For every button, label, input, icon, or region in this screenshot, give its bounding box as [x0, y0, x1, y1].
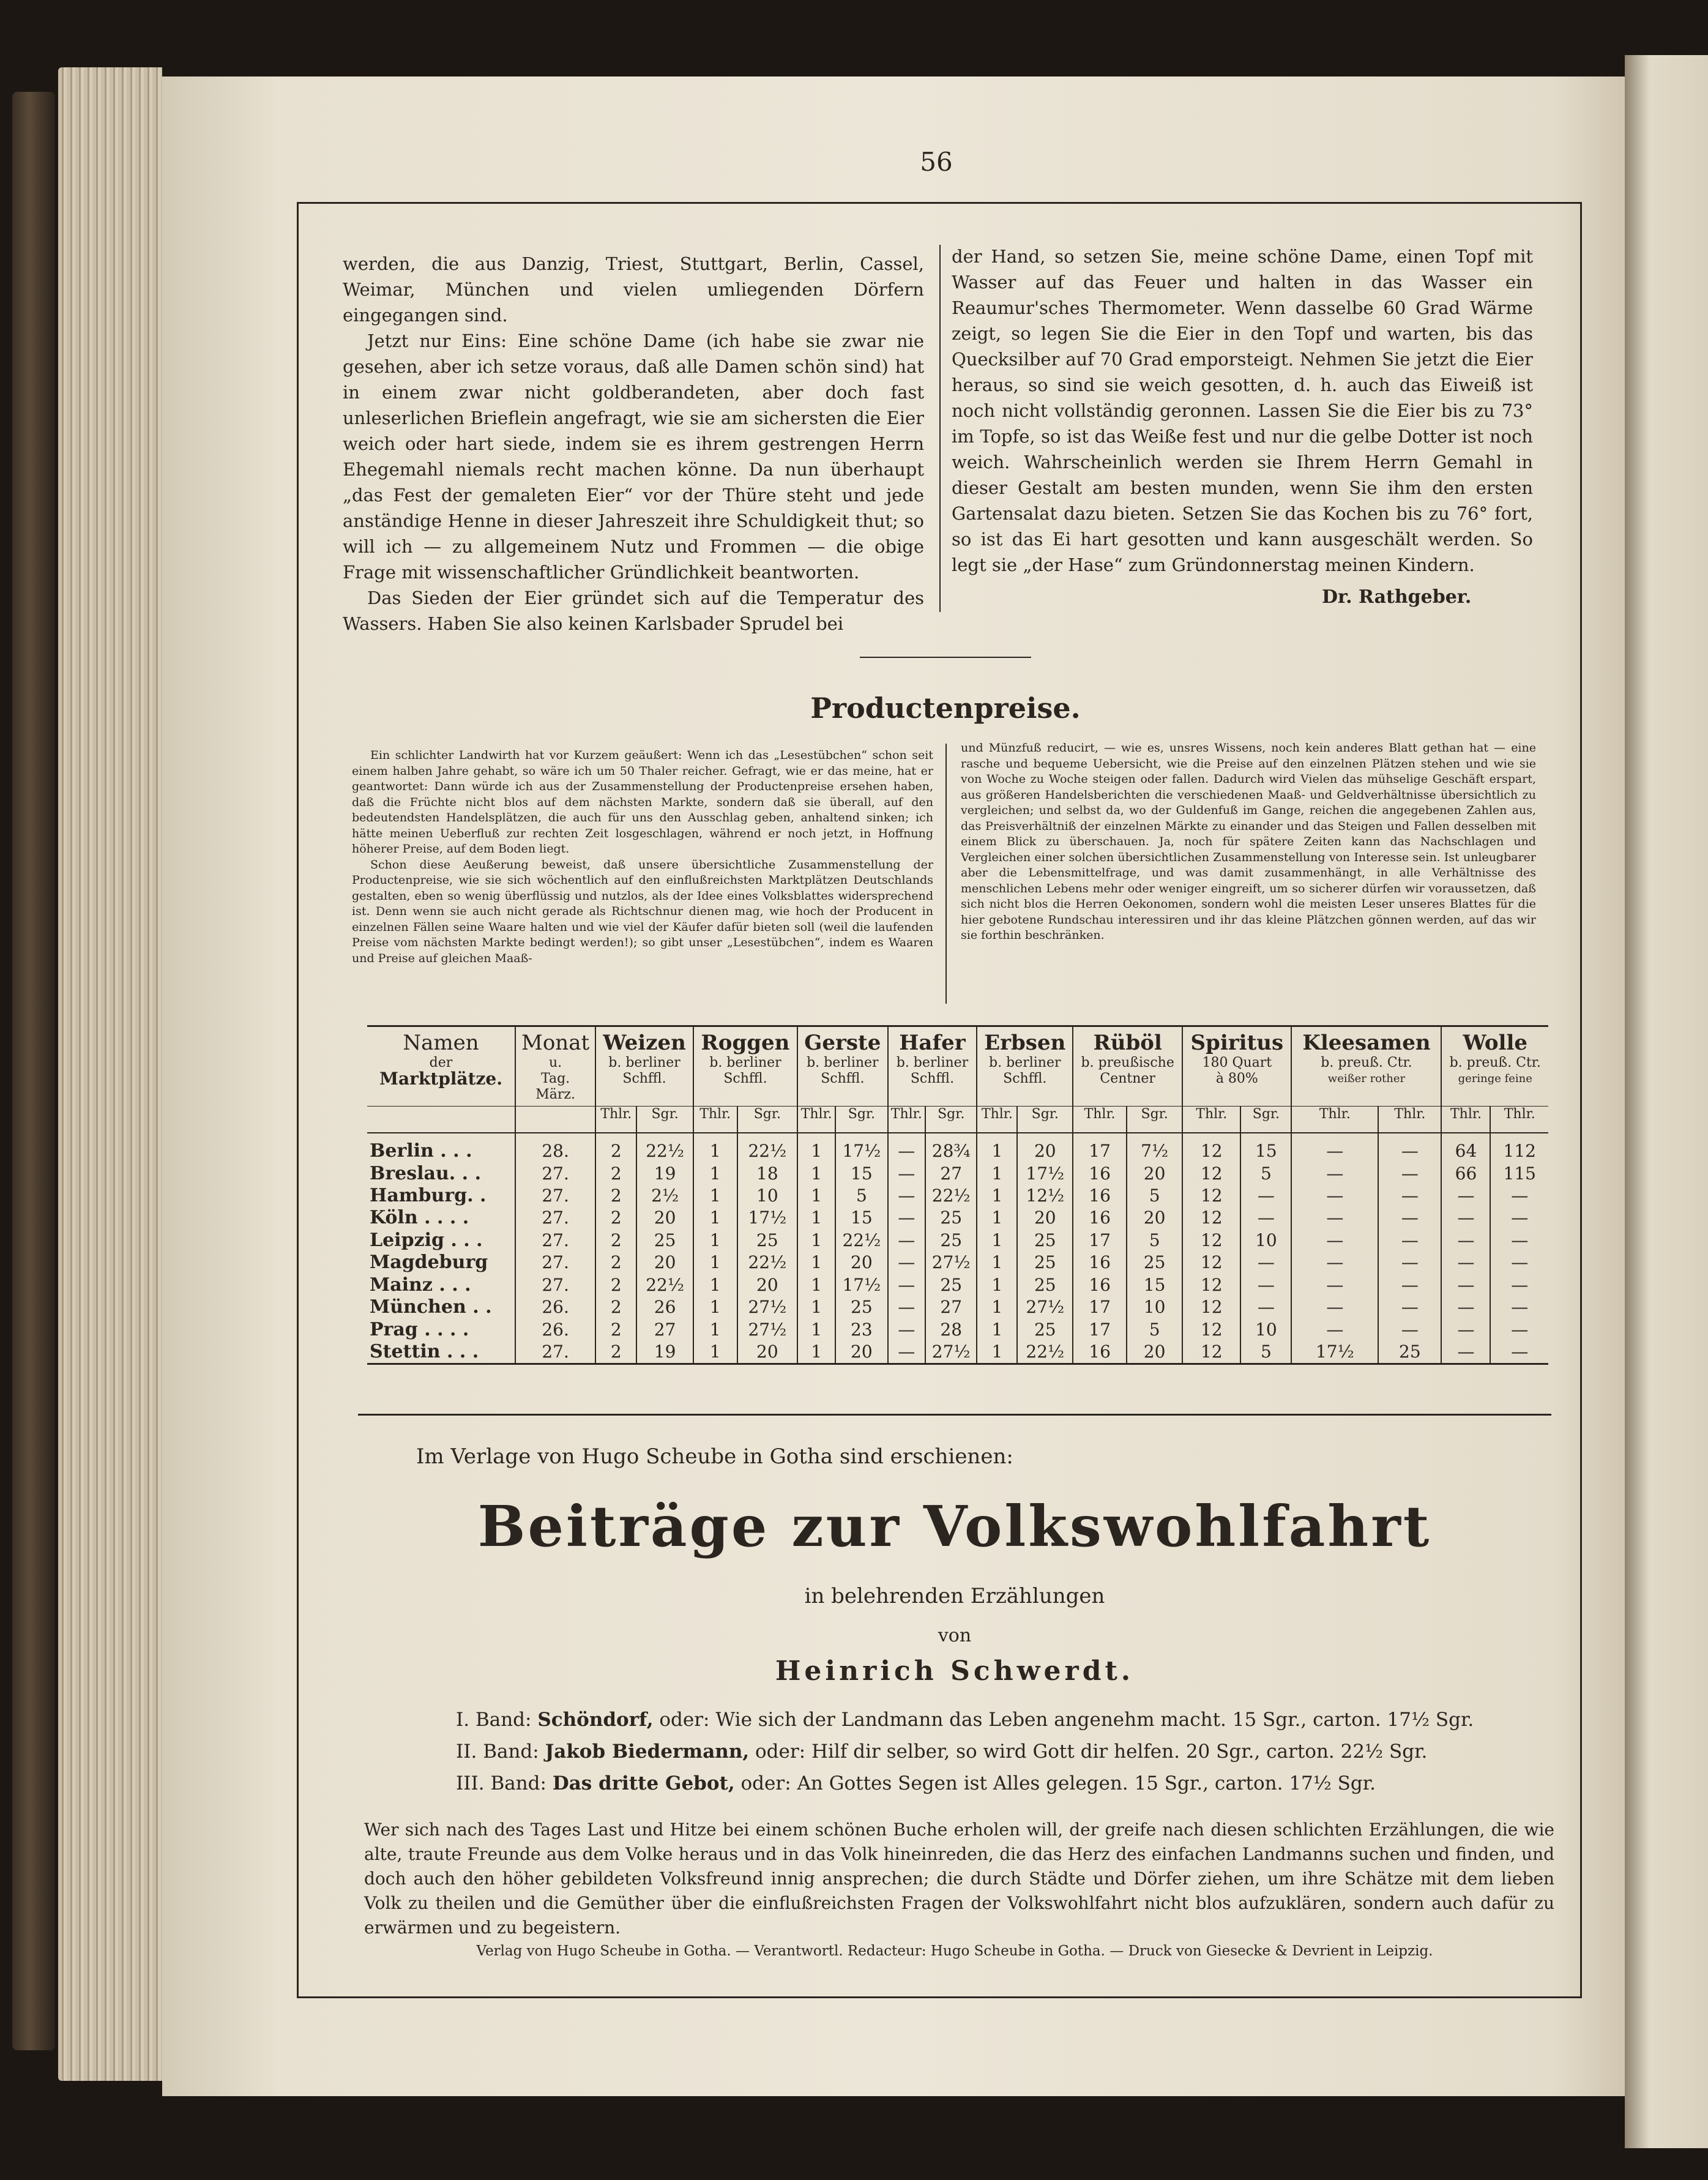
advert-von: von: [938, 1625, 972, 1646]
price-cell: —: [1490, 1229, 1548, 1251]
price-cell: 15: [1127, 1274, 1182, 1296]
price-cell: 25: [636, 1229, 693, 1251]
market-name-cell: Stettin . . .: [367, 1340, 515, 1364]
price-cell: 17½: [1291, 1340, 1378, 1364]
price-cell: —: [1291, 1184, 1378, 1206]
price-cell: 16: [1073, 1252, 1127, 1274]
price-cell: —: [1291, 1229, 1378, 1251]
advert-blurb: Wer sich nach des Tages Last und Hitze bei einem schönen Buche erholen will, der greife nach diesen schlichten Erzählungen, die wie alte, traute Freunde aus dem Volke heraus und in das Volk hineinreden, die das Herz des einfachen Landmanns suchen und finden, und doch auch den höher gebildeten Volksfreund innig ansprechen; die durch Städte und Dörfer ziehen, um ihre Schätze mit dem lieben Volk zu theilen und die Gemüther über die einflußreichsten Fragen der Volkswohlfahrt nicht blos aufzuklären, sondern auch dafür zu erwärmen und zu begeistern.: [364, 1820, 1554, 1938]
price-cell: —: [1378, 1162, 1441, 1184]
header-cell: Spiritus 180 Quart à 80%: [1182, 1026, 1291, 1107]
volume-line: [456, 1772, 1496, 1794]
article-paragraph: Das Sieden der Eier gründet sich auf die Temperatur des Wassers. Haben Sie also keinen Karlsbader Sprudel bei: [343, 588, 924, 634]
table-row: [367, 1162, 1548, 1184]
volume-title: Das dritte Gebot,: [552, 1772, 735, 1794]
price-cell: 26: [636, 1296, 693, 1318]
column-divider: [945, 744, 947, 1004]
price-cell: 20: [835, 1252, 887, 1274]
intro-paragraph: Schon diese Aeußerung beweist, daß unsere übersichtliche Zusammenstellung der Productenpreise, wie sie sich wöchentlich auf den einflußreichsten Marktplätzen Deutschlands gestalten, eben so wenig überflüssig und nutzlos, als der Idee eines Volksblattes widersprechend ist. Denn wenn sie auch nicht gerade als Richtschnur dienen mag, wie hoch der Producent in einzelnen Fällen seine Waare halten und wie viel der Käufer dafür bieten soll (weil die laufenden Preise vom nächsten Markte bedingt werden!); so gibt unser „Lesestübchen“, indem es Waaren und Preise auf gleichen Maaß-: [352, 857, 933, 965]
price-cell: 22½: [925, 1184, 977, 1206]
price-cell: 1: [797, 1184, 835, 1206]
volume-rest: oder: An Gottes Segen ist Alles gelegen. 15 Sgr., carton. 17½ Sgr.: [740, 1772, 1376, 1794]
price-cell: —: [1490, 1274, 1548, 1296]
price-cell: 15: [1240, 1133, 1291, 1162]
price-cell: 18: [737, 1162, 798, 1184]
price-cell: 1: [693, 1229, 737, 1251]
header-cell: Kleesamen b. preuß. Ctr. weißer rother: [1291, 1026, 1441, 1107]
price-cell: 22½: [737, 1133, 798, 1162]
market-name-cell: Magdeburg: [370, 1252, 488, 1274]
volume-band: III. Band:: [456, 1772, 546, 1794]
price-cell: 20: [737, 1274, 798, 1296]
price-cell: —: [1441, 1184, 1490, 1206]
price-cell: 15: [835, 1162, 887, 1184]
unit-cell: Thlr.: [1073, 1107, 1127, 1133]
unit-cell: Sgr.: [636, 1107, 693, 1133]
price-cell: —: [1441, 1274, 1490, 1296]
article-paragraph: der Hand, so setzen Sie, meine schöne Dame, einen Topf mit Wasser auf das Feuer und halten in das Wasser ein Reaumur'sches Thermometer. Wenn dasselbe 60 Grad Wärme zeigt, so legen Sie die Eier in den Topf und warten, bis das Quecksilber auf 70 Grad emporsteigt. Nehmen Sie jetzt die Eier heraus, so sind sie weich gesotten, d. h. auch das Eiweiß ist noch nicht vollständig geronnen. Lassen Sie die Eier bis zu 73° im Topfe, so ist das Weiße fest und nur die gelbe Dotter ist noch weich. Wahrscheinlich werden sie Ihrem Herrn Gemahl in dieser Gestalt am besten munden, wenn Sie ihm den ersten Gartensalat dazu bieten. Setzen Sie das Kochen bis zu 76° fort, so ist das Ei hart gesotten und kann ausgeschält werden. So legt sie „der Hase“ zum Gründonnerstag meinen Kindern.: [952, 246, 1533, 575]
table-row: [367, 1133, 1548, 1162]
table-row: [367, 1318, 1548, 1340]
price-cell: —: [888, 1133, 925, 1162]
header-cell: Roggen b. berliner Schffl.: [693, 1026, 797, 1107]
price-cell: 22½: [1017, 1340, 1073, 1364]
price-cell: —: [1441, 1296, 1490, 1318]
price-cell: 27.: [515, 1229, 595, 1251]
price-cell: 17½: [1017, 1162, 1073, 1184]
price-cell: 64: [1441, 1133, 1490, 1162]
price-cell: —: [1291, 1296, 1378, 1318]
price-cell: 25: [1017, 1229, 1073, 1251]
price-cell: 1: [977, 1318, 1017, 1340]
price-cell: 25: [1127, 1252, 1182, 1274]
section-divider: [358, 1414, 1551, 1416]
volume-rest: oder: Wie sich der Landmann das Leben angenehm macht. 15 Sgr., carton. 17½ Sgr.: [659, 1709, 1474, 1731]
price-cell: 16: [1073, 1162, 1127, 1184]
market-name-cell: Hamburg. .: [370, 1185, 487, 1207]
unit-cell: [367, 1107, 515, 1133]
price-cell: —: [1378, 1296, 1441, 1318]
market-name-cell: Mainz . . .: [370, 1274, 471, 1296]
table-row: [367, 1296, 1548, 1318]
price-cell: 115: [1490, 1162, 1548, 1184]
price-cell: 27.: [515, 1252, 595, 1274]
price-cell: —: [1490, 1252, 1548, 1274]
facing-page-edge: [1625, 55, 1708, 2148]
price-cell: 20: [737, 1340, 798, 1364]
header-cell: Erbsen b. berliner Schffl.: [977, 1026, 1073, 1107]
price-cell: 5: [1127, 1229, 1182, 1251]
header-cell: Wolle b. preuß. Ctr. geringe feine: [1441, 1026, 1548, 1107]
unit-cell: Sgr.: [737, 1107, 798, 1133]
unit-cell: Thlr.: [888, 1107, 925, 1133]
table-body: [367, 1133, 1548, 1364]
header-cell: Hafer b. berliner Schffl.: [888, 1026, 977, 1107]
price-cell: 2: [595, 1207, 636, 1229]
volume-band: I. Band:: [456, 1709, 532, 1731]
price-cell: 20: [835, 1340, 887, 1364]
price-cell: —: [1378, 1318, 1441, 1340]
price-cell: 25: [1017, 1318, 1073, 1340]
price-cell: —: [1490, 1207, 1548, 1229]
advert-subtitle: in belehrenden Erzählungen: [804, 1584, 1105, 1608]
price-cell: 27: [636, 1318, 693, 1340]
price-cell: 12: [1182, 1229, 1240, 1251]
price-cell: 1: [797, 1318, 835, 1340]
header-cell: Weizen b. berliner Schffl.: [595, 1026, 693, 1107]
imprint-footer: Verlag von Hugo Scheube in Gotha. — Verantwortl. Redacteur: Hugo Scheube in Gotha. — Druck von Giesecke & Devrient in Leipzig.: [476, 1943, 1433, 1959]
price-cell: —: [1441, 1252, 1490, 1274]
price-cell: 1: [977, 1162, 1017, 1184]
price-cell: 1: [977, 1340, 1017, 1364]
price-cell: 15: [835, 1207, 887, 1229]
price-cell: —: [888, 1207, 925, 1229]
market-name-cell: Leipzig . . .: [370, 1229, 483, 1251]
price-cell: 2: [595, 1184, 636, 1206]
price-cell: —: [1378, 1207, 1441, 1229]
unit-cell: Thlr.: [595, 1107, 636, 1133]
page-edges: [58, 67, 162, 2081]
price-cell: —: [1490, 1318, 1548, 1340]
price-cell: 12: [1182, 1133, 1240, 1162]
price-cell: 22½: [636, 1133, 693, 1162]
price-cell: 12: [1182, 1184, 1240, 1206]
price-cell: 1: [977, 1252, 1017, 1274]
price-cell: —: [1378, 1229, 1441, 1251]
price-cell: 22½: [737, 1252, 798, 1274]
price-cell: 1: [977, 1296, 1017, 1318]
market-name-cell: Köln . . . .: [370, 1207, 469, 1229]
market-name-cell: Prag . . . .: [370, 1318, 469, 1340]
advert-intro: Im Verlage von Hugo Scheube in Gotha sind erschienen:: [416, 1444, 1013, 1469]
price-cell: —: [1441, 1207, 1490, 1229]
price-cell: 1: [797, 1207, 835, 1229]
unit-cell: Thlr.: [693, 1107, 737, 1133]
price-cell: 26.: [515, 1318, 595, 1340]
price-cell: 27.: [515, 1207, 595, 1229]
table-row: [367, 1340, 1548, 1364]
price-cell: 12: [1182, 1274, 1240, 1296]
price-cell: —: [888, 1318, 925, 1340]
advert-author: Heinrich Schwerdt.: [775, 1656, 1135, 1687]
price-cell: 27.: [515, 1162, 595, 1184]
price-cell: 27½: [1017, 1296, 1073, 1318]
article-paragraph: werden, die aus Danzig, Triest, Stuttgart, Berlin, Cassel, Weimar, München und vielen umliegenden Dörfern eingegangen sind.: [343, 253, 924, 326]
column-divider: [939, 245, 941, 612]
price-cell: 20: [1017, 1133, 1073, 1162]
table-row: [367, 1184, 1548, 1206]
price-table: [367, 1025, 1548, 1365]
price-cell: —: [1291, 1252, 1378, 1274]
table-header-row: [367, 1026, 1548, 1107]
page-number: 56: [920, 147, 953, 177]
unit-cell: Sgr.: [1017, 1107, 1073, 1133]
market-name-cell: Berlin . . .: [370, 1140, 472, 1162]
price-cell: —: [1490, 1296, 1548, 1318]
volume-line: [456, 1709, 1496, 1731]
price-cell: 25: [925, 1229, 977, 1251]
price-cell: 16: [1073, 1340, 1127, 1364]
price-cell: 7½: [1127, 1133, 1182, 1162]
price-cell: 1: [693, 1296, 737, 1318]
price-cell: 12: [1182, 1318, 1240, 1340]
price-cell: 27.: [515, 1340, 595, 1364]
price-cell: 12: [1182, 1340, 1240, 1364]
price-cell: —: [1240, 1207, 1291, 1229]
unit-cell: Thlr.: [1378, 1107, 1441, 1133]
price-cell: 2: [595, 1318, 636, 1340]
unit-cell: Thlr.: [1490, 1107, 1548, 1133]
price-cell: 2: [595, 1340, 636, 1364]
price-cell: 16: [1073, 1274, 1127, 1296]
advert-title: Beiträge zur Volkswohlfahrt: [477, 1493, 1432, 1559]
price-cell: 10: [1240, 1318, 1291, 1340]
price-cell: 16: [1073, 1184, 1127, 1206]
price-cell: 12: [1182, 1252, 1240, 1274]
price-cell: 2: [595, 1162, 636, 1184]
price-cell: 27.: [515, 1274, 595, 1296]
price-cell: 25: [925, 1274, 977, 1296]
price-cell: 1: [797, 1274, 835, 1296]
unit-cell: Thlr.: [797, 1107, 835, 1133]
price-cell: 25: [925, 1207, 977, 1229]
unit-cell: Thlr.: [1291, 1107, 1378, 1133]
table-row: [367, 1229, 1548, 1251]
price-cell: —: [888, 1229, 925, 1251]
price-cell: 19: [636, 1340, 693, 1364]
price-cell: 17: [1073, 1229, 1127, 1251]
price-cell: —: [888, 1340, 925, 1364]
prices-intro-left: [352, 748, 933, 966]
table-row: [367, 1274, 1548, 1296]
price-cell: 10: [1240, 1229, 1291, 1251]
intro-paragraph: Ein schlichter Landwirth hat vor Kurzem geäußert: Wenn ich das „Lesestübchen“ schon seit einem halben Jahre gehabt, so wäre ich um 50 Thaler reicher. Gefragt, wie er das meine, hat er geantwortet: Dann würde ich aus der Zusammenstellung der Productenpreise ersehen haben, daß die Früchte nicht blos auf dem nächsten Markte, sondern daß sie überall, auf den bedeutendsten Handelsplätzen, die auch für uns den Ausschlag geben, anhaltend sinken; ich hätte meinen Ueberfluß zur rechten Zeit losgeschlagen, während er noch jetzt, in Hoffnung höherer Preise, auf dem Boden liegt.: [352, 748, 933, 856]
unit-cell: Sgr.: [1127, 1107, 1182, 1133]
price-cell: —: [1378, 1252, 1441, 1274]
price-cell: —: [1378, 1274, 1441, 1296]
price-cell: 17½: [835, 1274, 887, 1296]
price-cell: 10: [737, 1184, 798, 1206]
market-name-cell: Breslau. . .: [370, 1162, 482, 1184]
price-cell: 27: [925, 1162, 977, 1184]
price-cell: —: [1378, 1184, 1441, 1206]
unit-cell: [515, 1107, 595, 1133]
price-cell: 28.: [515, 1133, 595, 1162]
price-cell: —: [1441, 1229, 1490, 1251]
price-cell: 25: [737, 1229, 798, 1251]
unit-cell: Sgr.: [1240, 1107, 1291, 1133]
price-cell: —: [1240, 1274, 1291, 1296]
price-cell: 25: [835, 1296, 887, 1318]
unit-cell: Sgr.: [835, 1107, 887, 1133]
price-cell: 28: [925, 1318, 977, 1340]
price-cell: 1: [797, 1229, 835, 1251]
price-cell: 2: [595, 1252, 636, 1274]
price-cell: 16: [1073, 1207, 1127, 1229]
price-cell: —: [888, 1252, 925, 1274]
price-cell: 20: [1017, 1207, 1073, 1229]
unit-cell: Sgr.: [925, 1107, 977, 1133]
price-cell: —: [888, 1274, 925, 1296]
price-cell: —: [888, 1184, 925, 1206]
price-cell: 5: [1240, 1162, 1291, 1184]
price-cell: 25: [1378, 1340, 1441, 1364]
price-cell: 27: [925, 1296, 977, 1318]
article-column-right: [952, 244, 1533, 578]
table-units-row: [367, 1107, 1548, 1133]
market-name-cell: München . .: [370, 1296, 492, 1318]
price-cell: 1: [797, 1133, 835, 1162]
unit-cell: Thlr.: [1441, 1107, 1490, 1133]
price-cell: —: [1441, 1340, 1490, 1364]
volume-title: Schöndorf,: [537, 1709, 654, 1731]
header-cell: Namen der Marktplätze.: [367, 1026, 515, 1107]
book-spine: [12, 92, 55, 2050]
table-row: [367, 1207, 1548, 1229]
price-cell: 17½: [835, 1133, 887, 1162]
price-cell: 22½: [636, 1274, 693, 1296]
price-cell: 1: [693, 1207, 737, 1229]
price-cell: 27½: [737, 1318, 798, 1340]
price-cell: 1: [977, 1133, 1017, 1162]
price-cell: 1: [693, 1318, 737, 1340]
intro-paragraph: und Münzfuß reducirt, — wie es, unsres Wissens, noch kein anderes Blatt gethan hat — eine rasche und bequeme Uebersicht, wie die Preise auf den einzelnen Plätzen stehen und wie sie von Woche zu Woche steigen oder fallen. Dadurch wird Vielen das mühselige Geschäft erspart, aus größeren Handelsberichten die verschiedenen Maaß- und Geldverhältnisse übersichtlich zu vergleichen; und selbst da, wo der Guldenfuß im Gange, reichen die angegebenen Zahlen aus, das Preisverhältniß der einzelnen Märkte zu einander und das Steigen und Fallen desselben mit einem Blick zu überschauen. Ja, noch für spätere Zeiten kann das Nachschlagen und Vergleichen einer solchen übersichtlichen Zusammenstellung von Interesse sein. Ist unleugbarer aber die Lebensmittelfrage, und was damit zusammenhängt, in alle Verhältnisse des menschlichen Lebens mehr oder weniger eingreift, um so sicherer dürfen wir voraussetzen, daß sich nicht blos die Herren Oekonomen, sondern wohl die meisten Leser unseres Blattes für die hier gebotene Rundschau interessiren und ihr das kleine Plätzchen gönnen werden, auf das wir sie forthin beschränken.: [961, 741, 1536, 942]
price-cell: 17: [1073, 1296, 1127, 1318]
price-cell: —: [888, 1296, 925, 1318]
price-cell: 1: [693, 1340, 737, 1364]
price-cell: 1: [977, 1184, 1017, 1206]
price-cell: 27½: [925, 1252, 977, 1274]
price-cell: —: [888, 1162, 925, 1184]
header-cell: Rüböl b. preußische Centner: [1073, 1026, 1182, 1107]
section-divider: [860, 657, 1031, 658]
price-cell: —: [1240, 1252, 1291, 1274]
unit-cell: Thlr.: [1182, 1107, 1240, 1133]
price-cell: 66: [1441, 1162, 1490, 1184]
price-cell: —: [1291, 1318, 1378, 1340]
price-cell: 10: [1127, 1296, 1182, 1318]
price-cell: —: [1378, 1133, 1441, 1162]
price-cell: 19: [636, 1162, 693, 1184]
price-cell: 20: [1127, 1207, 1182, 1229]
article-paragraph: Jetzt nur Eins: Eine schöne Dame (ich habe sie zwar nie gesehen, aber ich setze voraus, daß alle Damen schön sind) hat in einem zwar nicht goldberandeten, aber doch fast unleserlichen Brieflein angefragt, wie sie am sichersten die Eier weich oder hart siede, indem sie es ihrem gestrengen Herrn Ehegemahl niemals recht machen könne. Da nun überhaupt „das Fest der gemaleten Eier“ vor der Thüre steht und jede anständige Henne in dieser Jahreszeit ihre Schuldigkeit thut; so will ich — zu allgemeinem Nutz und Frommen — die obige Frage mit wissenschaftlicher Gründlichkeit beantworten.: [343, 330, 924, 583]
price-cell: 1: [693, 1184, 737, 1206]
price-cell: 1: [693, 1274, 737, 1296]
price-cell: —: [1240, 1184, 1291, 1206]
price-cell: 5: [1127, 1318, 1182, 1340]
price-cell: 12: [1182, 1207, 1240, 1229]
price-cell: —: [1291, 1133, 1378, 1162]
price-cell: —: [1291, 1274, 1378, 1296]
price-cell: 12: [1182, 1296, 1240, 1318]
price-cell: 1: [797, 1252, 835, 1274]
price-cell: —: [1441, 1318, 1490, 1340]
price-cell: 2½: [636, 1184, 693, 1206]
price-cell: 27½: [737, 1296, 798, 1318]
volume-title: Jakob Biedermann,: [545, 1741, 750, 1763]
price-cell: 25: [1017, 1274, 1073, 1296]
price-cell: 1: [797, 1340, 835, 1364]
price-cell: 20: [1127, 1162, 1182, 1184]
price-cell: 25: [1017, 1252, 1073, 1274]
volume-rest: oder: Hilf dir selber, so wird Gott dir helfen. 20 Sgr., carton. 22½ Sgr.: [755, 1741, 1428, 1763]
unit-cell: Thlr.: [977, 1107, 1017, 1133]
price-cell: 12: [1182, 1162, 1240, 1184]
price-cell: 5: [835, 1184, 887, 1206]
prices-intro-right: [961, 741, 1536, 944]
price-cell: 5: [1127, 1184, 1182, 1206]
price-cell: —: [1490, 1340, 1548, 1364]
price-cell: 1: [797, 1162, 835, 1184]
price-cell: 20: [1127, 1340, 1182, 1364]
price-cell: 17: [1073, 1133, 1127, 1162]
price-cell: —: [1291, 1162, 1378, 1184]
price-cell: 1: [693, 1162, 737, 1184]
price-cell: —: [1490, 1184, 1548, 1206]
prices-title: Productenpreise.: [810, 692, 1081, 725]
price-cell: 1: [693, 1133, 737, 1162]
price-cell: 2: [595, 1296, 636, 1318]
price-cell: 1: [977, 1274, 1017, 1296]
price-cell: 2: [595, 1133, 636, 1162]
price-cell: 17: [1073, 1318, 1127, 1340]
price-cell: 1: [977, 1229, 1017, 1251]
price-cell: 2: [595, 1274, 636, 1296]
volume-band: II. Band:: [456, 1741, 539, 1763]
price-cell: 22½: [835, 1229, 887, 1251]
price-cell: 20: [636, 1207, 693, 1229]
price-cell: 26.: [515, 1296, 595, 1318]
price-cell: 17½: [737, 1207, 798, 1229]
article-signature: Dr. Rathgeber.: [1322, 586, 1472, 608]
price-cell: 5: [1240, 1340, 1291, 1364]
header-cell: Monat u. Tag. März.: [515, 1026, 595, 1107]
price-cell: —: [1291, 1207, 1378, 1229]
price-cell: 1: [977, 1207, 1017, 1229]
price-cell: 1: [797, 1296, 835, 1318]
price-cell: 23: [835, 1318, 887, 1340]
price-cell: 27½: [925, 1340, 977, 1364]
price-cell: 28¾: [925, 1133, 977, 1162]
price-cell: 27.: [515, 1184, 595, 1206]
volume-line: [456, 1741, 1496, 1763]
price-cell: 12½: [1017, 1184, 1073, 1206]
price-cell: —: [1240, 1296, 1291, 1318]
header-cell: Gerste b. berliner Schffl.: [797, 1026, 887, 1107]
price-cell: 1: [693, 1252, 737, 1274]
price-cell: 20: [636, 1252, 693, 1274]
price-cell: 2: [595, 1229, 636, 1251]
article-column-left: [343, 251, 924, 636]
table-row: [367, 1252, 1548, 1274]
price-cell: 112: [1490, 1133, 1548, 1162]
